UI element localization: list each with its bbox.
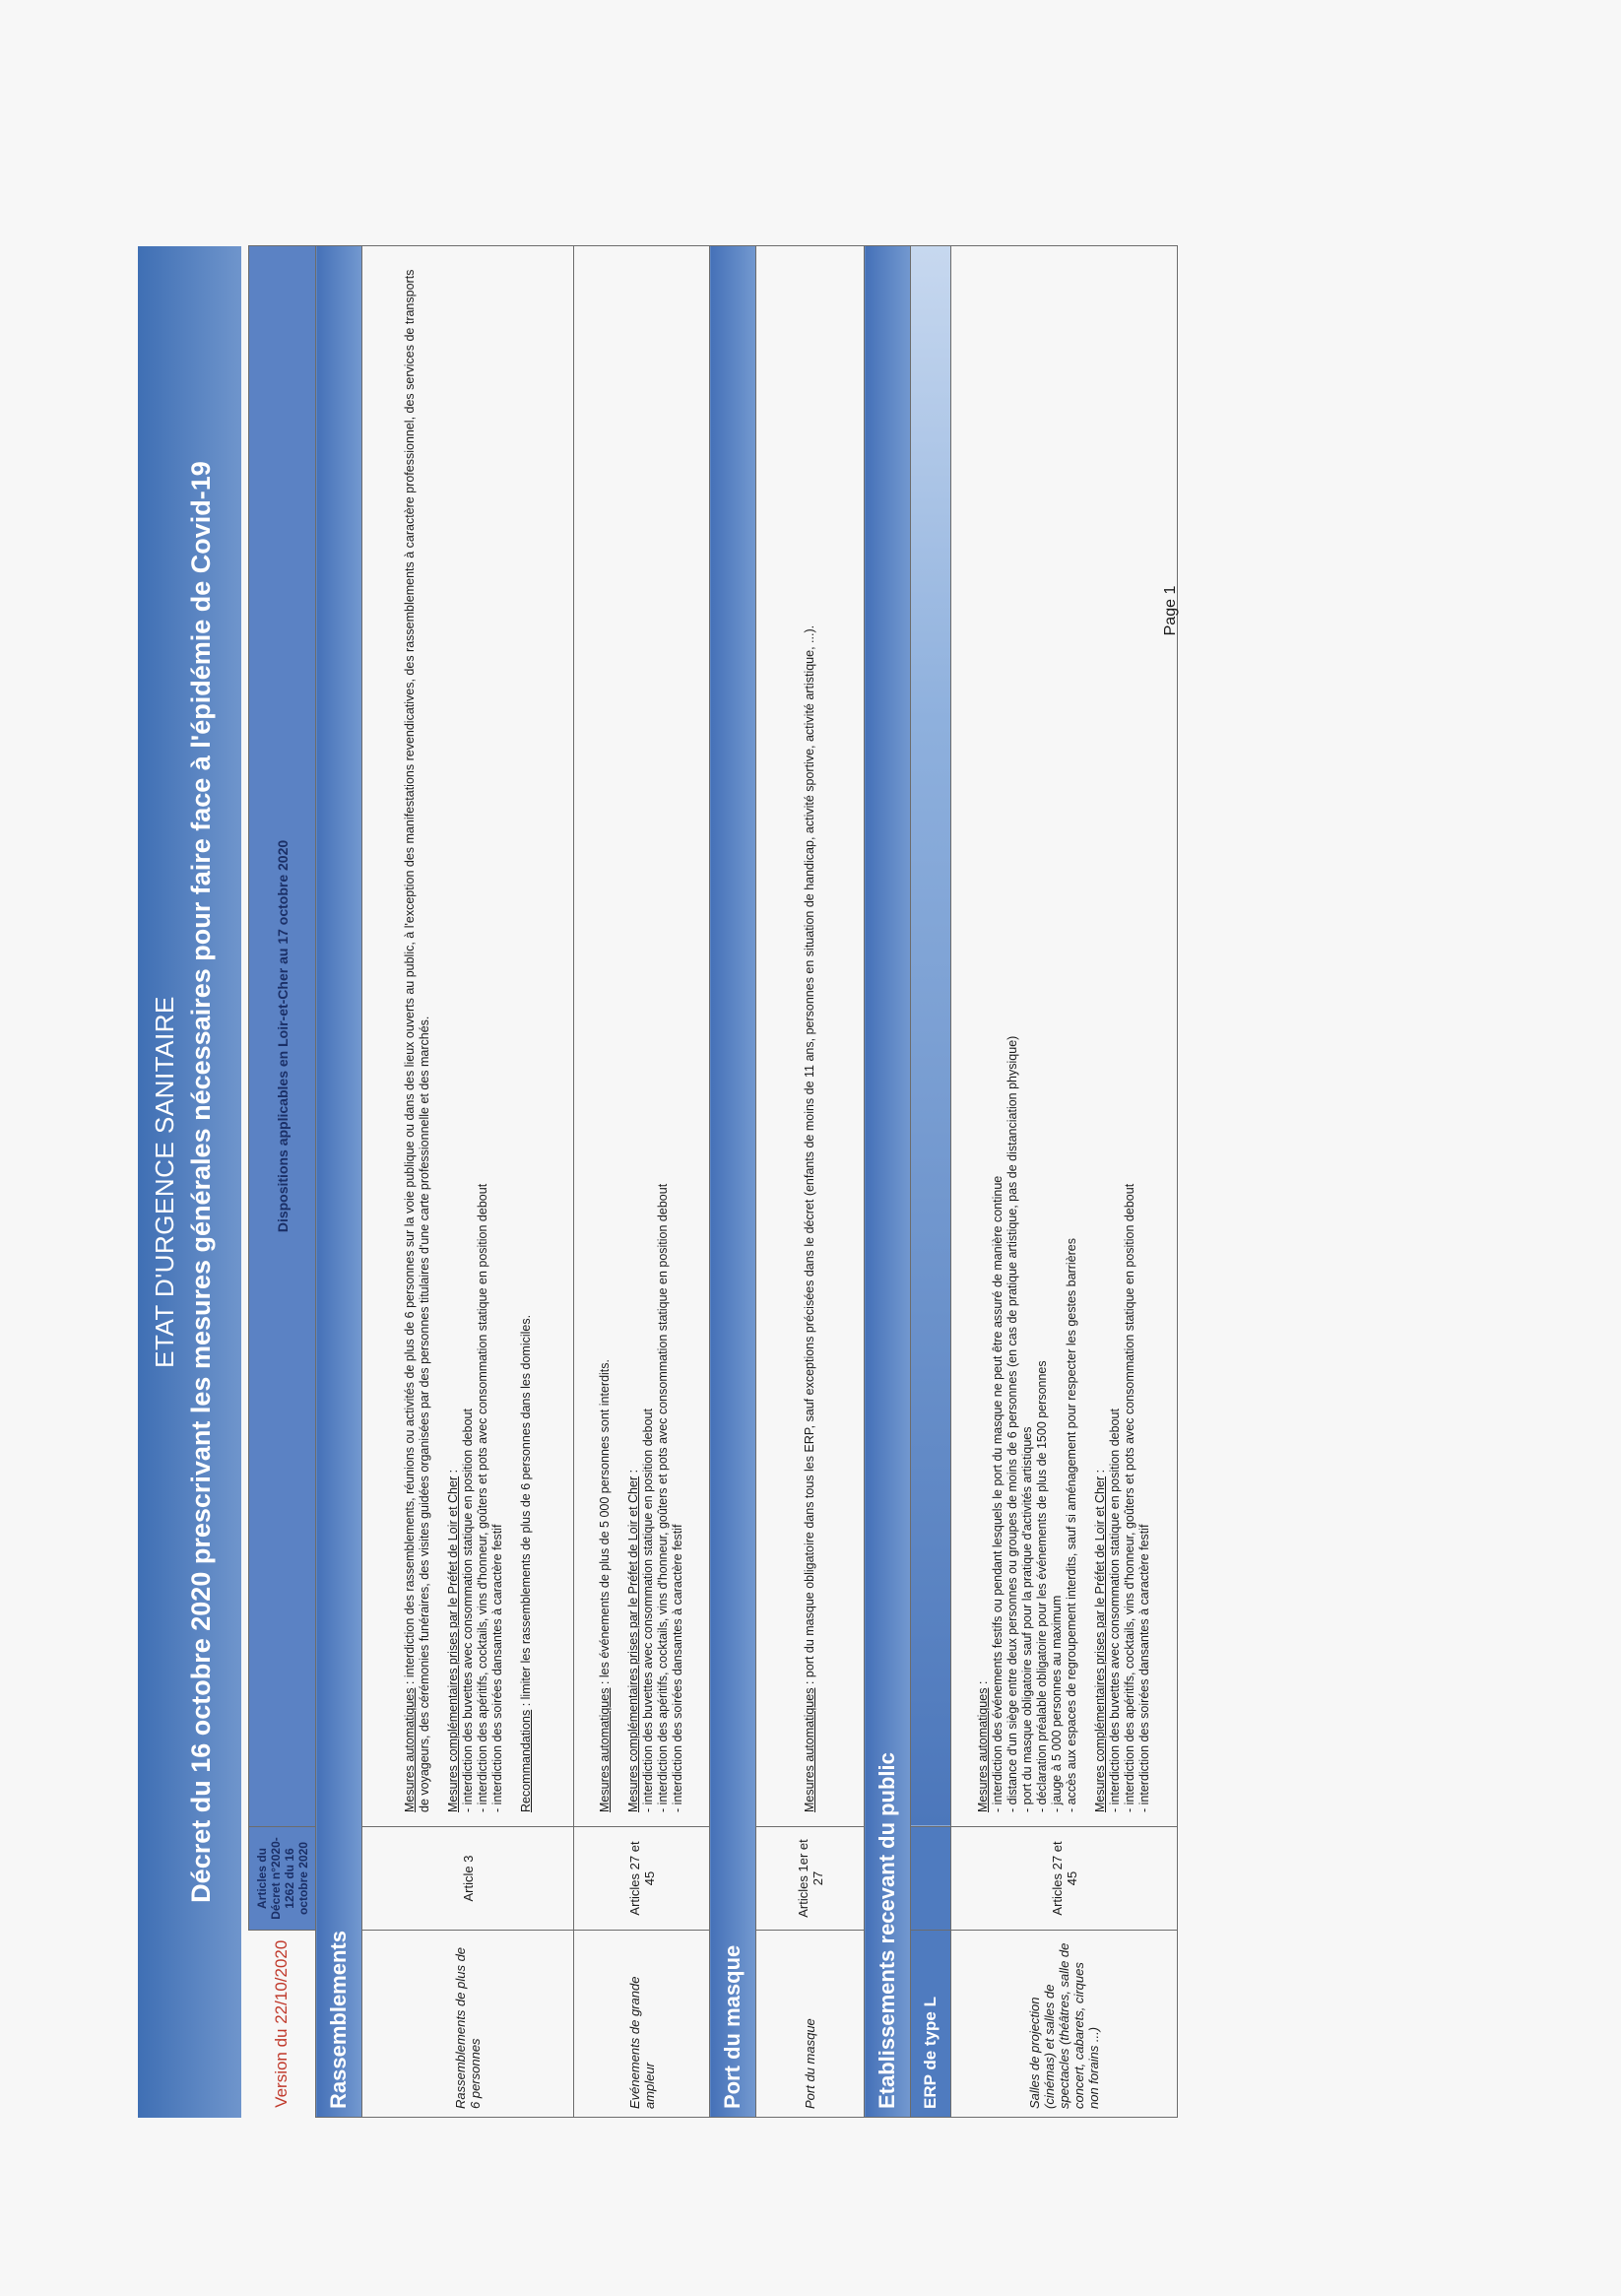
section-port-du-masque: Port du masque bbox=[710, 246, 756, 2118]
measures-table bbox=[248, 245, 1178, 2118]
measure-title: Mesures automatiques bbox=[803, 1687, 816, 1812]
table-row bbox=[756, 246, 865, 2118]
measure-title: Recommandations bbox=[518, 1709, 533, 1812]
version-cell bbox=[249, 1931, 316, 2118]
row-dispositions bbox=[362, 246, 574, 1827]
list-item: - interdiction des soirées dansantes à caractère festif bbox=[671, 1524, 684, 1812]
title-banner bbox=[138, 246, 241, 2118]
row-label: Salles de projection (cinémas) et salles de spectacles (théâtres, salle de concert, cabarets, cirques non forains ...) bbox=[951, 1931, 1178, 2118]
row-label: Port du masque bbox=[756, 1931, 865, 2118]
measure-title: Mesures complémentaires prises par le Préfet de Loir et Cher bbox=[445, 1476, 460, 1812]
column-header-dispositions: Dispositions applicables en Loir-et-Cher au 17 octobre 2020 bbox=[249, 246, 316, 1827]
table-row bbox=[951, 246, 1178, 2118]
subsection-gradient bbox=[911, 246, 951, 1827]
measure-title: Mesures automatiques bbox=[976, 1687, 990, 1812]
measure-title: Mesures automatiques bbox=[402, 1687, 417, 1812]
list-item: - interdiction des soirées dansantes à caractère festif bbox=[489, 1524, 504, 1812]
list-item: - accès aux espaces de regroupement interdits, sauf si aménagement pour respecter les gestes barrières bbox=[1065, 1238, 1078, 1812]
list-item: - interdiction des buvettes avec consommation statique en position debout bbox=[641, 1409, 655, 1812]
measure-text: : port du masque obligatoire dans tous les ERP, sauf exceptions précisées dans le décret (enfants de moins de 11 ans, personnes en situation de handicap, activité sportive, activité artistique, ...). bbox=[803, 624, 816, 1688]
measure-text: : interdiction des rassemblements, réunions ou activités de plus de 6 personnes sur la voie publique ou dans des lieux ouverts au public, à l'exception des manifestations revendicatives, des rassemblements à caractère professionnel, des services de transports de voyageurs, des cérémonies funéraires, des visites guidées organisées par des personnes titulaires d'une carte professionnelle et des marchés. bbox=[402, 269, 431, 1812]
section-erp: Etablissements recevant du public bbox=[865, 246, 911, 2118]
list-item: - interdiction des apéritifs, cocktails, vins d'honneur, goûters et pots avec consommation statique en position debout bbox=[1123, 1183, 1136, 1812]
list-item: - distance d'un siège entre deux personnes ou groupes de moins de 6 personnes (en cas de pratique artistique, pas de distanciation physique) bbox=[1005, 1035, 1019, 1812]
list-item: - interdiction des événements festifs ou pendant lesquels le port du masque ne peut être assuré de manière continue bbox=[991, 1175, 1005, 1812]
list-item: - interdiction des buvettes avec consommation statique en position debout bbox=[460, 1409, 475, 1812]
row-label: Evénements de grande ampleur bbox=[574, 1931, 710, 2118]
list-item: - jauge à 5 000 personnes au maximum bbox=[1050, 1595, 1064, 1812]
section-row bbox=[316, 246, 362, 2118]
table-row bbox=[362, 246, 574, 2118]
rotated-document bbox=[138, 246, 1201, 2118]
colon: : bbox=[976, 1680, 990, 1688]
colon: : bbox=[445, 1469, 460, 1476]
list-item: - interdiction des buvettes avec consommation statique en position debout bbox=[1108, 1409, 1122, 1812]
row-articles: Articles 1er et 27 bbox=[756, 1827, 865, 1931]
page-number: Page 1 bbox=[1162, 585, 1179, 636]
measure-text: : les événements de plus de 5 000 personnes sont interdits. bbox=[598, 1359, 612, 1688]
subsection-filler bbox=[911, 1827, 951, 1931]
row-dispositions bbox=[951, 246, 1178, 1827]
section-row bbox=[865, 246, 911, 2118]
version-label: Version du 22/10/2020 bbox=[272, 1939, 292, 2108]
subsection-erp-type-l: ERP de type L bbox=[911, 1931, 951, 2118]
list-item: - interdiction des soirées dansantes à caractère festif bbox=[1137, 1524, 1151, 1812]
row-articles: Articles 27 et 45 bbox=[574, 1827, 710, 1931]
section-rassemblements: Rassemblements bbox=[316, 246, 362, 2118]
row-dispositions bbox=[756, 246, 865, 1827]
measure-text: : limiter les rassemblements de plus de 6 personnes dans les domiciles. bbox=[518, 1314, 533, 1710]
measure-title: Mesures automatiques bbox=[598, 1687, 612, 1812]
section-row bbox=[710, 246, 756, 2118]
table-row bbox=[574, 246, 710, 2118]
measure-title: Mesures complémentaires prises par le Préfet de Loir et Cher bbox=[626, 1476, 640, 1812]
list-item: - déclaration préalable obligatoire pour les événements de plus de 1500 personnes bbox=[1035, 1360, 1049, 1812]
document-title: ETAT D'URGENCE SANITAIRE bbox=[150, 996, 179, 1368]
list-item: - interdiction des apéritifs, cocktails, vins d'honneur, goûters et pots avec consommation statique en position debout bbox=[475, 1183, 489, 1812]
row-dispositions bbox=[574, 246, 710, 1827]
colon: : bbox=[1093, 1469, 1107, 1476]
document-subtitle: Décret du 16 octobre 2020 prescrivant les mesures générales nécessaires pour faire face à l'épidémie de Covid-19 bbox=[186, 461, 216, 1903]
row-articles: Article 3 bbox=[362, 1827, 574, 1931]
row-label: Rassemblements de plus de 6 personnes bbox=[362, 1931, 574, 2118]
column-header-articles: Articles du Décret n°2020-1262 du 16 octobre 2020 bbox=[249, 1827, 316, 1931]
subsection-row bbox=[911, 246, 951, 2118]
list-item: - port du masque obligatoire sauf pour la pratique d'activités artistiques bbox=[1020, 1426, 1034, 1812]
row-articles: Articles 27 et 45 bbox=[951, 1827, 1178, 1931]
colon: : bbox=[626, 1469, 640, 1476]
list-item: - interdiction des apéritifs, cocktails, vins d'honneur, goûters et pots avec consommation statique en position debout bbox=[656, 1183, 670, 1812]
measure-title: Mesures complémentaires prises par le Préfet de Loir et Cher bbox=[1093, 1476, 1107, 1812]
